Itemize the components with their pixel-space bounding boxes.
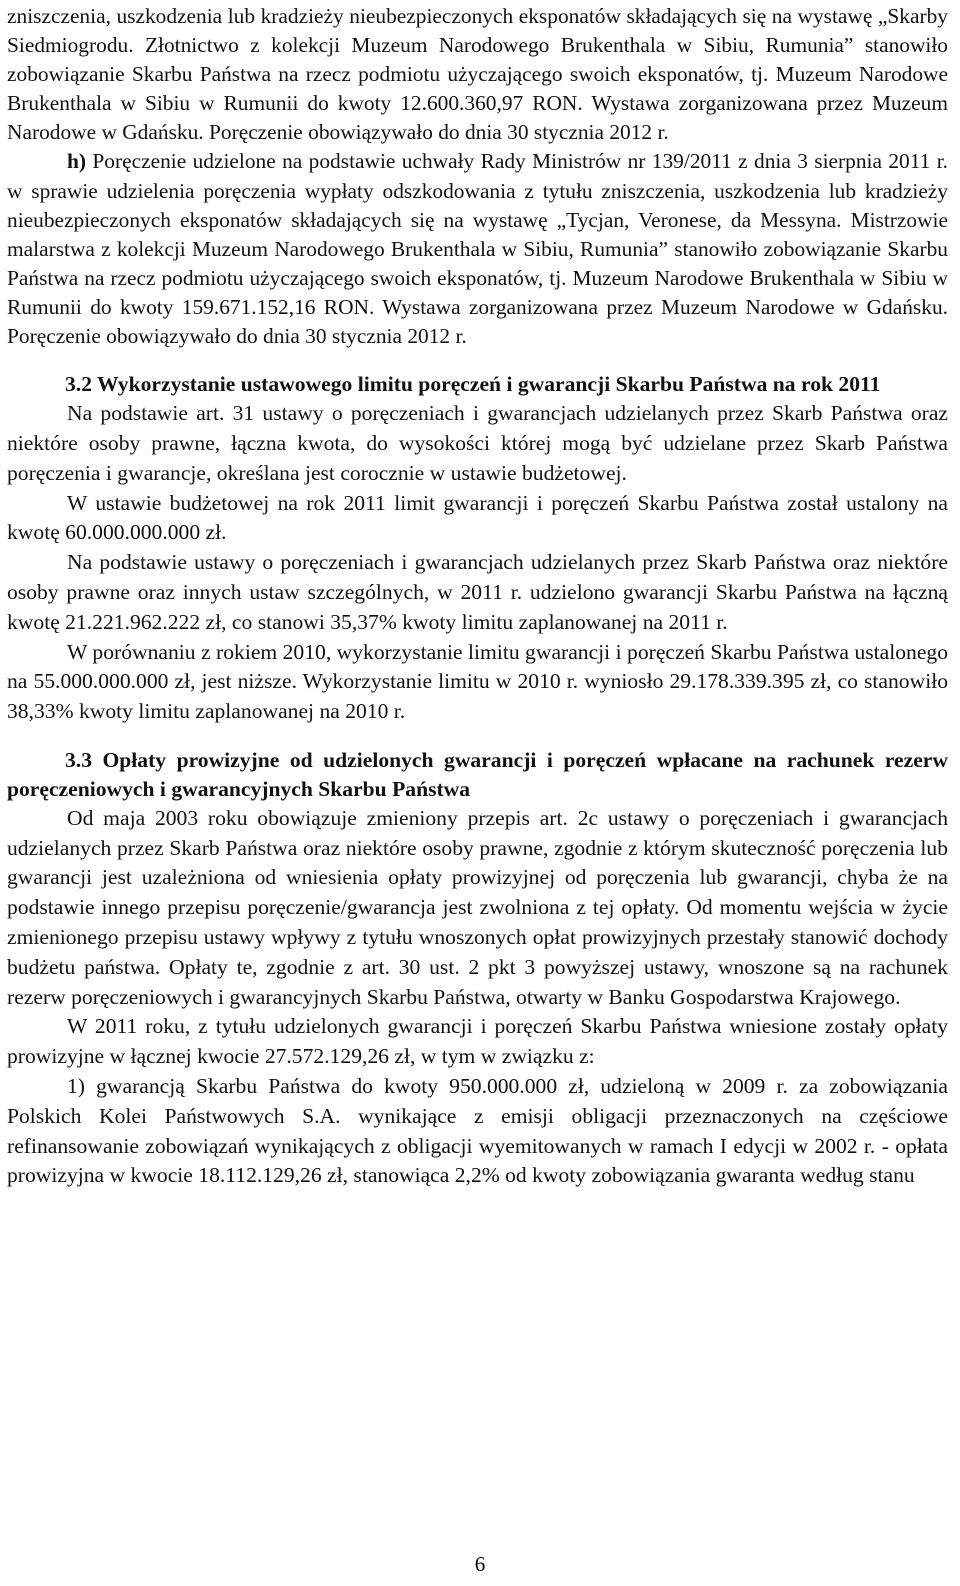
section-3-2-number: 3.2 xyxy=(65,372,92,397)
section-3-3-number: 3.3 xyxy=(65,747,92,772)
paragraph-item-h xyxy=(7,147,948,351)
spacer xyxy=(7,351,948,370)
section-3-2-paragraph-2: W ustawie budżetowej na rok 2011 limit gwarancji i poręczeń Skarbu Państwa został ustalony na kwotę 60.000.000.000 zł. xyxy=(7,490,948,545)
spacer xyxy=(7,727,948,746)
section-3-3-heading xyxy=(7,746,948,804)
section-3-2-heading xyxy=(7,370,948,399)
section-3-3-paragraph-3: 1) gwarancją Skarbu Państwa do kwoty 950.000.000 zł, udzieloną w 2009 r. za zobowiązania Polskich Kolei Państwowych S.A. wynikające z emisji obligacji przeznaczonych na częściowe refinansowanie zobowiązań wynikających z obligacji wyemitowanych w ramach I edycji w 2002 r. - opłata prowizyjna w kwocie 18.112.129,26 zł, stanowiąca 2,2% od kwoty zobowiązania gwaranta według stanu xyxy=(7,1074,948,1188)
item-h-text: Poręczenie udzielone na podstawie uchwały Rady Ministrów nr 139/2011 z dnia 3 sierpnia 2011 r. w sprawie udzielenia poręczenia wypłaty odszkodowania z tytułu zniszczenia, uszkodzenia lub kradzieży nieubezpieczonych eksponatów składających się na wystawę „Tycjan, Veronese, da Messyna. Mistrzowie malarstwa z kolekcji Muzeum Narodowego Brukenthala w Sibiu, Rumunia” stanowiło zobowiązanie Skarbu Państwa na rzecz podmiotu użyczającego swoich eksponatów, tj. Muzeum Narodowe Brukenthala w Sibiu w Rumunii do kwoty 159.671.152,16 RON. Wystawa zorganizowana przez Muzeum Narodowe w Gdańsku. Poręczenie obowiązywało do dnia 30 stycznia 2012 r. xyxy=(7,149,948,349)
paragraph-intro: zniszczenia, uszkodzenia lub kradzieży nieubezpieczonych eksponatów składających się na wystawę „Skarby Siedmiogrodu. Złotnictwo z kolekcji Muzeum Narodowego Brukenthala w Sibiu, Rumunia” stanowiło zobowiązanie Skarbu Państwa na rzecz podmiotu użyczającego swoich eksponatów, tj. Muzeum Narodowe Brukenthala w Sibiu w Rumunii do kwoty 12.600.360,97 RON. Wystawa zorganizowana przez Muzeum Narodowe w Gdańsku. Poręczenie obowiązywało do dnia 30 stycznia 2012 r. xyxy=(7,4,948,145)
section-3-3-title: Opłaty prowizyjne od udzielonych gwarancji i poręczeń wpłacane na rachunek rezerw poręczeniowych i gwarancyjnych Skarbu Państwa xyxy=(7,747,948,801)
section-3-2-paragraph-4: W porównaniu z rokiem 2010, wykorzystanie limitu gwarancji i poręczeń Skarbu Państwa ustalonego na 55.000.000.000 zł, jest niższe. Wykorzystanie limitu w 2010 r. wyniosło 29.178.339.395 zł, co stanowiło 38,33% kwoty limitu zaplanowanej na 2010 r. xyxy=(7,639,948,724)
item-h-label: h) xyxy=(67,149,87,174)
page-number: 6 xyxy=(474,1552,486,1576)
section-3-3-paragraph-1: Od maja 2003 roku obowiązuje zmieniony przepis art. 2c ustawy o poręczeniach i gwarancjach udzielanych przez Skarb Państwa oraz niektóre osoby prawne, zgodnie z którym skuteczność poręczenia lub gwarancji jest uzależniona od wniesienia opłaty prowizyjnej od poręczenia lub gwarancji, chyba że na podstawie innego przepisu poręczenie/gwarancja jest zwolniona z tej opłaty. Od momentu wejścia w życie zmienionego przepisu ustawy wpływy z tytułu wnoszonych opłat prowizyjnych przestały stanowić dochody budżetu państwa. Opłaty te, zgodnie z art. 30 ust. 2 pkt 3 powyższej ustawy, wnoszone są na rachunek rezerw poręczeniowych i gwarancyjnych Skarbu Państwa, otwarty w Banku Gospodarstwa Krajowego. xyxy=(7,805,948,1009)
section-3-3-paragraph-2: W 2011 roku, z tytułu udzielonych gwarancji i poręczeń Skarbu Państwa wniesione zostały opłaty prowizyjne w łącznej kwocie 27.572.129,26 zł, w tym w związku z: xyxy=(7,1014,948,1069)
section-3-2-paragraph-1: Na podstawie art. 31 ustawy o poręczeniach i gwarancjach udzielanych przez Skarb Państwa oraz niektóre osoby prawne, łączna kwota, do wysokości której mogą być udzielane przez Skarb Państwa poręczenia i gwarancje, określana jest corocznie w ustawie budżetowej. xyxy=(7,401,948,485)
section-3-2-paragraph-3: Na podstawie ustawy o poręczeniach i gwarancjach udzielanych przez Skarb Państwa oraz niektóre osoby prawne oraz innych ustaw szczególnych, w 2011 r. udzielono gwarancji Skarbu Państwa na łączną kwotę 21.221.962.222 zł, co stanowi 35,37% kwoty limitu zaplanowanej na 2011 r. xyxy=(7,550,948,634)
section-3-2-title: Wykorzystanie ustawowego limitu poręczeń i gwarancji Skarbu Państwa na rok 2011 xyxy=(97,372,881,397)
